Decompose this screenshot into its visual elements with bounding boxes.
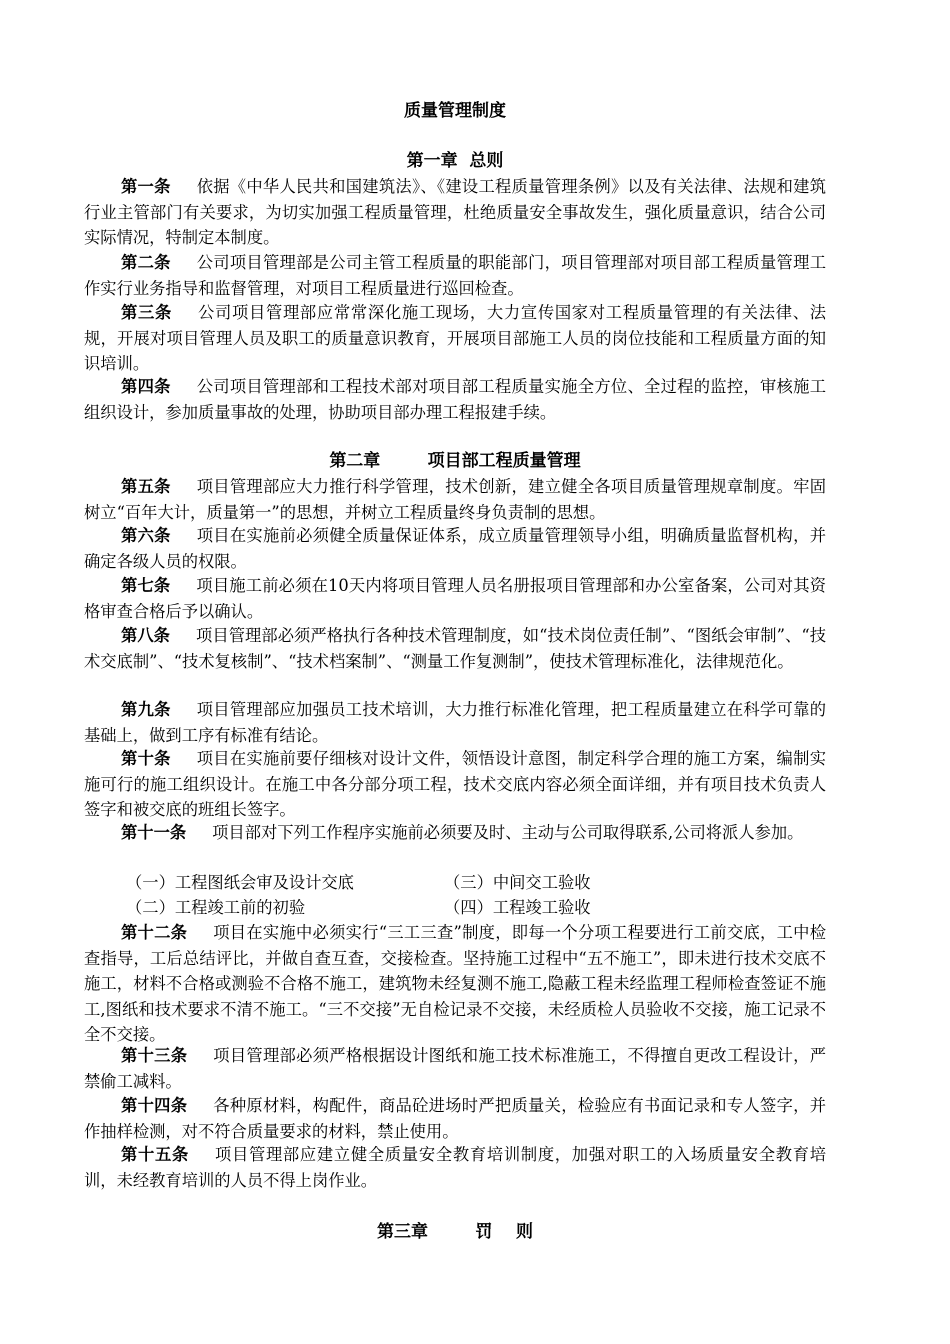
article-label: 第十一条: [121, 823, 187, 842]
article-15: [84, 1142, 826, 1193]
list-item: （三）中间交工验收: [444, 873, 591, 892]
article-text: 项目在实施前必须健全质量保证体系，成立质量管理领导小组，明确质量监督机构，并确定各级人员的权限。: [84, 526, 826, 571]
article-text: 各种原材料，构配件，商品砼进场时严把质量关，检验应有书面记录和专人签字，并作抽样检测，对不符合质量要求的材料，禁止使用。: [84, 1096, 826, 1141]
article-6: [84, 523, 826, 574]
article-11: [84, 820, 826, 846]
list-item-row: [126, 895, 591, 921]
article-label: 第十四条: [121, 1096, 188, 1115]
article-12: [84, 920, 826, 1048]
article-text: 项目施工前必须在10天内将项目管理人员名册报项目管理部和办公室备案，公司对其资格审查合格后予以确认。: [84, 576, 826, 621]
article-1: [84, 174, 826, 251]
article-text: 项目管理部必须严格执行各种技术管理制度，如“技术岗位责任制”、“图纸会审制”、“技术交底制”、“技术复核制”、“技术档案制”、“测量工作复测制”，使技术管理标准化，法律规范化。: [84, 626, 826, 671]
article-label: 第三条: [121, 303, 172, 322]
chapter-3-heading: 第三章 罚 则: [376, 1222, 534, 1242]
article-label: 第七条: [121, 576, 171, 595]
article-10: [84, 746, 826, 823]
article-text: 项目在实施中必须实行“三工三查”制度，即每一个分项工程要进行工前交底，工中检查指导，工后总结评比，并做自查互查，交接检查。坚持施工过程中“五不施工”，即未进行技术交底不施工，材料不合格或测验不合格不施工，建筑物未经复测不施工,隐蔽工程未经监理工程师检查签证不施工,图纸和技术要求不清不施工。“三不交接”无自检记录不交接，未经质检人员验收不交接，施工记录不全不交接。: [84, 923, 826, 1045]
list-item: （一）工程图纸会审及设计交底: [126, 873, 354, 892]
chapter-2-heading: 第二章 项目部工程质量管理: [329, 451, 581, 471]
article-label: 第八条: [121, 626, 171, 645]
article-text: 项目管理部应加强员工技术培训，大力推行标准化管理，把工程质量建立在科学可靠的基础上，做到工序有标准有结论。: [84, 700, 826, 745]
article-text: 项目管理部应大力推行科学管理，技术创新，建立健全各项目质量管理规章制度。牢固树立“百年大计，质量第一”的思想，并树立工程质量终身负责制的思想。: [84, 477, 826, 522]
article-label: 第四条: [121, 377, 171, 396]
list-item: （二）工程竣工前的初验: [126, 898, 306, 917]
list-item-row: [126, 870, 591, 896]
article-label: 第十条: [121, 749, 171, 768]
article-text: 项目部对下列工作程序实施前必须要及时、主动与公司取得联系,公司将派人参加。: [212, 823, 804, 842]
document-title: 质量管理制度: [404, 101, 506, 121]
article-text: 项目管理部必须严格根据设计图纸和施工技术标准施工，不得擅自更改工程设计，严禁偷工减料。: [84, 1046, 826, 1091]
article-label: 第九条: [121, 700, 171, 719]
article-label: 第十二条: [121, 923, 188, 942]
article-text: 公司项目管理部应常常深化施工现场，大力宣传国家对工程质量管理的有关法律、法规，开展对项目管理人员及职工的质量意识教育，开展项目部施工人员的岗位技能和工程质量方面的知识培训。: [84, 303, 826, 374]
article-7: [84, 573, 826, 624]
article-text: 公司项目管理部是公司主管工程质量的职能部门，项目管理部对项目部工程质量管理工作实行业务指导和监督管理，对项目工程质量进行巡回检查。: [84, 253, 826, 298]
article-text: 公司项目管理部和工程技术部对项目部工程质量实施全方位、全过程的监控，审核施工组织设计，参加质量事故的处理，协助项目部办理工程报建手续。: [84, 377, 826, 422]
article-text: 依据《中华人民共和国建筑法》、《建设工程质量管理条例》以及有关法律、法规和建筑行业主管部门有关要求，为切实加强工程质量管理，杜绝质量安全事故发生，强化质量意识，结合公司实际情况，特制定本制度。: [84, 177, 826, 248]
article-label: 第一条: [121, 177, 171, 196]
article-9: [84, 697, 826, 748]
article-13: [84, 1043, 826, 1094]
article-2: [84, 250, 826, 301]
article-14: [84, 1093, 826, 1144]
article-label: 第十三条: [121, 1046, 188, 1065]
list-item: （四）工程竣工验收: [444, 898, 591, 917]
article-8: [84, 623, 826, 674]
article-label: 第二条: [121, 253, 171, 272]
article-4: [84, 374, 826, 425]
article-text: 项目管理部应建立健全质量安全教育培训制度，加强对职工的入场质量安全教育培训，未经教育培训的人员不得上岗作业。: [84, 1145, 826, 1190]
article-3: [84, 300, 826, 377]
article-label: 第六条: [121, 526, 171, 545]
article-5: [84, 474, 826, 525]
article-text: 项目在实施前要仔细核对设计文件，领悟设计意图，制定科学合理的施工方案，编制实施可行的施工组织设计。在施工中各分部分项工程，技术交底内容必须全面详细，并有项目技术负责人签字和被交底的班组长签字。: [84, 749, 826, 820]
article-label: 第十五条: [121, 1145, 189, 1164]
chapter-1-heading: 第一章 总则: [406, 151, 504, 171]
article-label: 第五条: [121, 477, 171, 496]
